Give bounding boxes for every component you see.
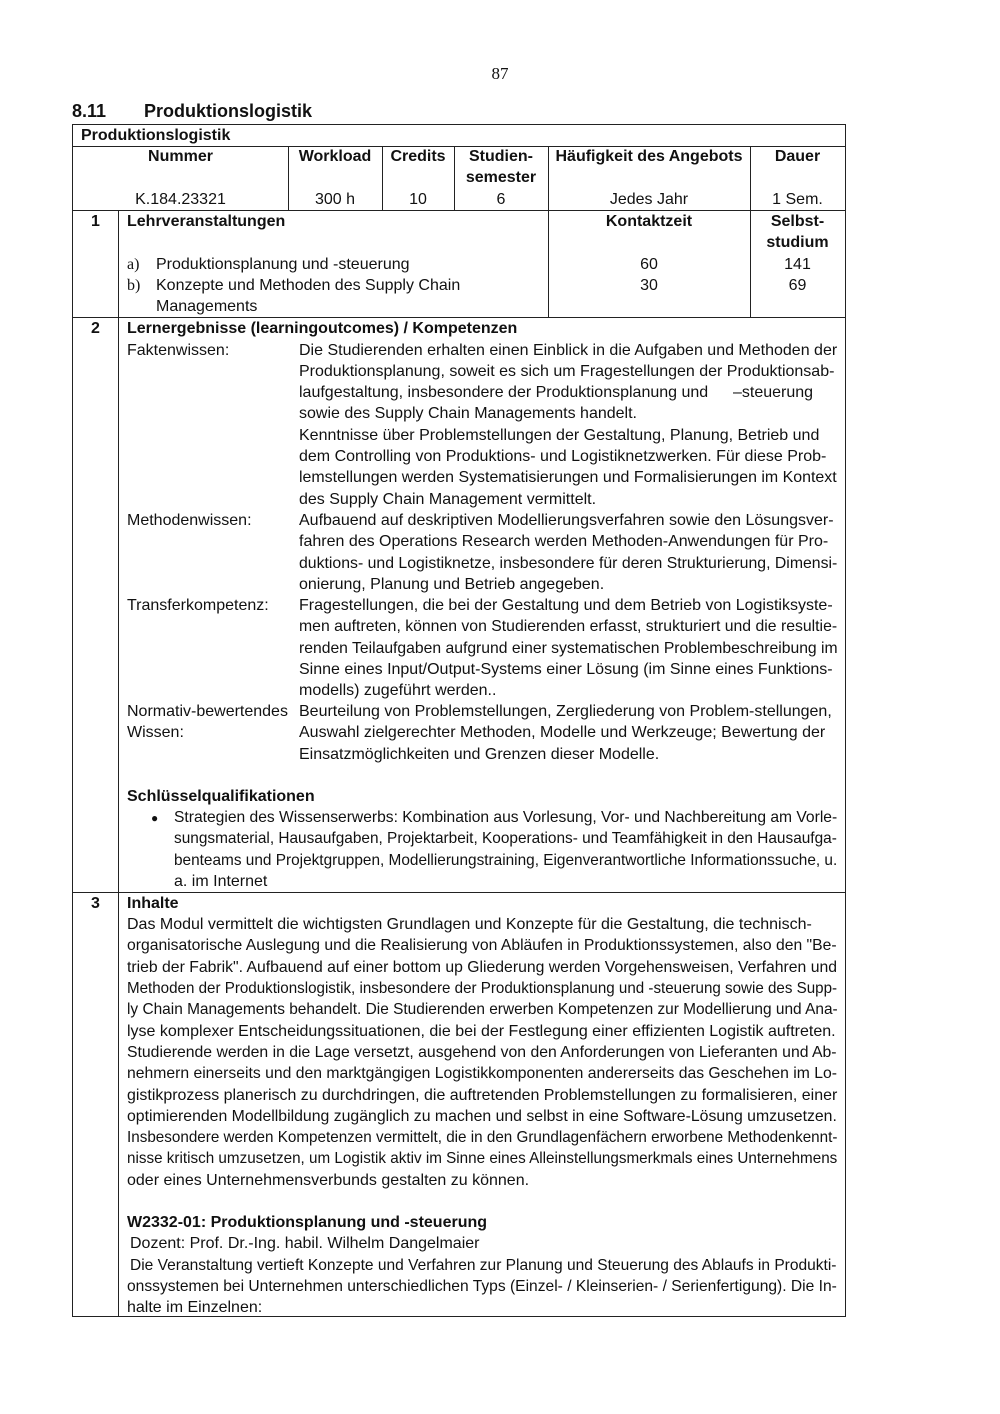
methoden-line: fahren des Operations Research werden Methoden-Anwendungen für Pro- — [299, 533, 829, 550]
inhalte-line: Studierende werden in die Lage versetzt, ausgehend von den Anforderungen von Lieferanten und Ab- — [127, 1044, 837, 1061]
row3-heading: Inhalte — [127, 895, 179, 912]
course-a-kontakt: 60 — [640, 256, 658, 273]
schluessel-line: benteams und Projektgruppen, Modellierungstraining, Eigenverantwortliche Informationssuche, u. — [174, 852, 838, 869]
inhalte-line: organisatorische Auslegung und die Realisierung von Abläufen in Produktionssystemen, also den "Be- — [127, 937, 837, 954]
course-a-marker: a) — [127, 256, 140, 273]
methoden-line: Aufbauend auf deskriptiven Modellierungsverfahren sowie den Lösungsver- — [299, 512, 834, 529]
fakten-label: Faktenwissen: — [127, 342, 230, 359]
header-selbststudium-2: studium — [766, 234, 829, 251]
fakten-line: dem Controlling von Produktions- und Logistiknetzwerken. Für diese Prob- — [299, 448, 827, 465]
section-heading — [72, 101, 312, 122]
normativ-label-1: Normativ-bewertendes — [127, 703, 288, 720]
course-a-selbst: 141 — [784, 256, 811, 273]
course-line: Die Veranstaltung vertieft Konzepte und Verfahren zur Planung und Steuerung des Ablaufs in Produkti- — [130, 1257, 837, 1274]
section-number: 8.11 — [72, 101, 107, 121]
row3-number: 3 — [91, 895, 100, 912]
fakten-line-tail: –steuerung — [733, 384, 814, 401]
col-rule-number — [118, 210, 119, 1316]
header-semester-1: Studien- — [469, 148, 533, 165]
course-line: onssystemen bei Unternehmen unterschiedlichen Typs (Einzel- / Kleinserien- / Serienfertigung). Die In- — [127, 1278, 837, 1295]
inhalte-line: nehmern einerseits und den marktgängigen Logistikkomponenten andererseits das Geschehen im Lo- — [127, 1065, 837, 1082]
bullet-icon: ● — [151, 811, 159, 825]
inhalte-line: Das Modul vermittelt die wichtigsten Grundlagen und Konzepte für die Gestaltung, die technisch- — [127, 916, 812, 933]
header-nummer: Nummer — [148, 148, 213, 165]
fakten-line: sowie des Supply Chain Managements handelt. — [299, 405, 637, 422]
inhalte-line: Insbesondere werden Kompetenzen vermittelt, die in den Grundlagenfächern erworbene Methodenkennt- — [127, 1129, 838, 1146]
normativ-line: Auswahl zielgerechter Methoden, Modelle und Werkzeuge; Bewertung der — [299, 724, 826, 741]
methoden-line: duktions- und Logistiknetze, insbesondere für deren Strukturierung, Dimensi- — [299, 555, 838, 572]
transfer-label: Transferkompetenz: — [127, 597, 269, 614]
normativ-line: Einsatzmöglichkeiten und Grenzen dieser Modelle. — [299, 746, 660, 763]
methoden-label: Methodenwissen: — [127, 512, 252, 529]
row2-heading: Lernergebnisse (learningoutcomes) / Kompetenzen — [127, 320, 518, 337]
page-number: 87 — [491, 64, 509, 83]
course-b-selbst: 69 — [788, 277, 807, 294]
normativ-line: Beurteilung von Problemstellungen, Zergliederung von Problem-stellungen, — [299, 703, 832, 720]
transfer-line: modells) zugeführt werden.. — [299, 682, 497, 699]
inhalte-line: trieb der Fabrik". Aufbauend auf einer bottom up Gliederung werden Vorgehensweisen, Verfahren und — [127, 959, 838, 976]
value-credits: 10 — [409, 191, 427, 208]
course-b-name-1: Konzepte und Methoden des Supply Chain — [156, 277, 461, 294]
normativ-label-2: Wissen: — [127, 724, 184, 741]
course-b-name-2: Managements — [156, 298, 258, 315]
header-dauer: Dauer — [774, 148, 821, 165]
value-workload: 300 h — [314, 191, 356, 208]
inhalte-line: nisse kritisch umzusetzen, um Logistik aktiv im Sinne eines Alleinstellungsmerkmals eines Unternehmens — [127, 1150, 838, 1167]
fakten-line: Die Studierenden erhalten einen Einblick in die Aufgaben und Methoden der — [299, 342, 838, 359]
inhalte-line: optimierenden Modellbildung zugänglich zu machen und selbst in eine Software-Lösung umzusetzen. — [127, 1108, 837, 1125]
schluessel-heading: Schlüsselqualifikationen — [127, 788, 315, 805]
row1-heading: Lehrveranstaltungen — [127, 213, 286, 230]
value-haeufigkeit: Jedes Jahr — [609, 191, 689, 208]
inhalte-line: oder eines Unternehmensverbunds gestalten zu können. — [127, 1172, 530, 1189]
section-title: Produktionslogistik — [144, 101, 313, 121]
row1-number: 1 — [91, 213, 100, 230]
module-title: Produktionslogistik — [81, 127, 231, 144]
value-dauer: 1 Sem. — [772, 191, 823, 208]
schluessel-line: sungsmaterial, Hausaufgaben, Projektarbeit, Kooperations- und Teamfähigkeit in den Hausaufga- — [174, 830, 837, 847]
header-workload: Workload — [298, 148, 372, 165]
dozent: Dozent: Prof. Dr.-Ing. habil. Wilhelm Dangelmaier — [130, 1235, 480, 1252]
header-haeufigkeit: Häufigkeit des Angebots — [555, 148, 743, 165]
inhalte-line: gistikprozess planerisch zu durchdringen, die auftretenden Problemstellungen zu formalisieren, einer — [127, 1087, 838, 1104]
course-heading: W2332-01: Produktionsplanung und -steuerung — [127, 1214, 488, 1231]
fakten-line: lemstellungen werden Systematisierungen und Formalisierungen im Kontext — [299, 469, 837, 486]
fakten-line: Kenntnisse über Problemstellungen der Gestaltung, Planung, Betrieb und — [299, 427, 820, 444]
course-a-name: Produktionsplanung und -steuerung — [156, 256, 410, 273]
header-credits: Credits — [390, 148, 446, 165]
value-semester: 6 — [496, 191, 506, 208]
transfer-line: Sinne eines Input/Output-Systems einer Lösung (im Sinne eines Funktions- — [299, 661, 833, 678]
module-table — [72, 124, 846, 1317]
header-selbststudium-1: Selbst- — [770, 213, 825, 230]
header-kontaktzeit: Kontaktzeit — [605, 213, 693, 230]
fakten-line: Produktionsplanung, soweit es sich um Fragestellungen der Produktionsab- — [299, 363, 835, 380]
fakten-line: des Supply Chain Management vermittelt. — [299, 491, 597, 508]
inhalte-line: Methoden der Produktionslogistik, insbesondere der Produktionsplanung und -steuerung sowie des Supp- — [127, 980, 838, 997]
fakten-line: laufgestaltung, insbesondere der Produktionsplanung und — [299, 384, 709, 401]
schluessel-line: Strategien des Wissenserwerbs: Kombination aus Vorlesung, Vor- und Nachbereitung am Vorle- — [174, 809, 838, 826]
course-line: halte im Einzelnen: — [127, 1299, 263, 1316]
course-b-kontakt: 30 — [640, 277, 658, 294]
inhalte-line: lyse komplexer Entscheidungssituationen, die bei der Festlegung einer effizienten Logistik auftreten. — [127, 1023, 836, 1040]
methoden-line: onierung, Planung und Betrieb angegeben. — [299, 576, 605, 593]
row2-number: 2 — [91, 320, 100, 337]
schluessel-line: a. im Internet — [174, 873, 268, 890]
course-b-marker: b) — [127, 277, 141, 294]
header-semester-2: semester — [465, 169, 537, 186]
transfer-line: Fragestellungen, die bei der Gestaltung und dem Betrieb von Logistiksyste- — [299, 597, 833, 614]
transfer-line: renden Teilaufgaben aufgrund einer systematischen Problembeschreibung im — [299, 640, 838, 657]
inhalte-line: ly Chain Managements behandelt. Die Studierenden erwerben Kompetenzen zur Modellierung und Ana- — [127, 1001, 838, 1018]
value-nummer: K.184.23321 — [135, 191, 226, 208]
transfer-line: men auftreten, können von Studierenden erfasst, strukturiert und die resultie- — [299, 618, 838, 635]
